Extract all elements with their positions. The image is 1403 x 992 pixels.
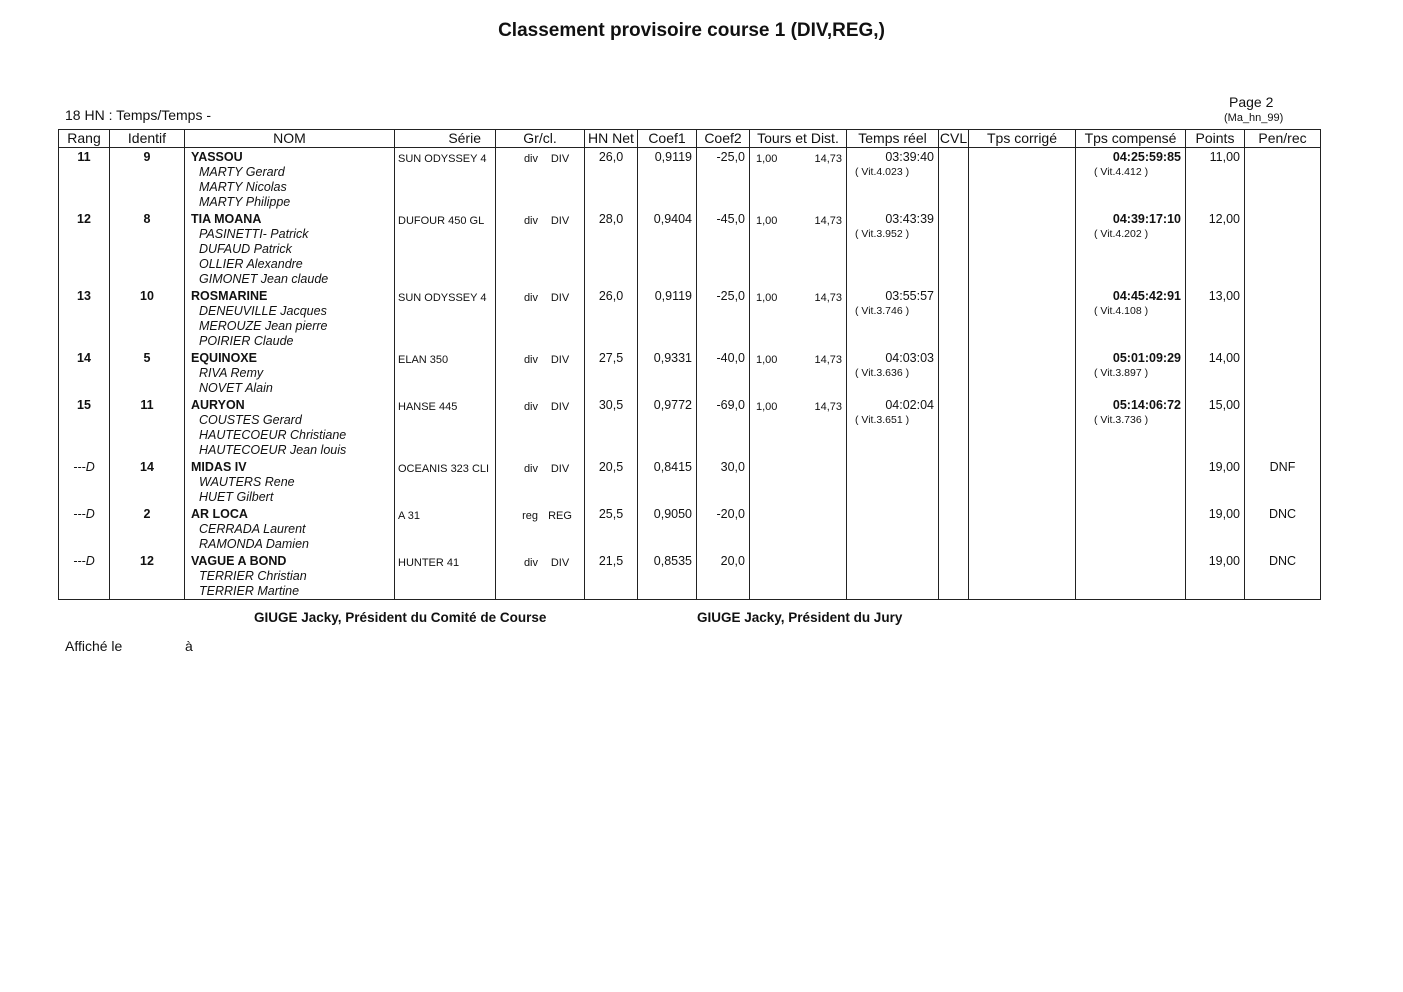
boat-name: TIA MOANA bbox=[191, 212, 262, 226]
elapsed-time: 03:43:39 bbox=[885, 212, 934, 226]
cell-tps-corrige bbox=[969, 552, 1076, 600]
elapsed-time: 04:02:04 bbox=[885, 398, 934, 412]
cell-serie: SUN ODYSSEY 4 bbox=[395, 148, 496, 211]
cell-hnnet: 26,0 bbox=[585, 287, 638, 349]
cell-coef1: 0,8415 bbox=[638, 458, 697, 505]
table-row bbox=[59, 148, 1321, 211]
cell-serie: HANSE 445 bbox=[395, 396, 496, 458]
crew-member: MARTY Philippe bbox=[199, 195, 291, 209]
cell-temps-reel bbox=[847, 287, 939, 349]
group-value: div bbox=[523, 463, 538, 475]
cell-points: 13,00 bbox=[1186, 287, 1245, 349]
boat-name: EQUINOXE bbox=[191, 351, 257, 365]
tours-value: 1,00 bbox=[756, 215, 778, 227]
elapsed-speed: ( Vit.3.651 ) bbox=[855, 414, 910, 426]
cell-rang: 13 bbox=[59, 287, 110, 349]
cell-hnnet: 26,0 bbox=[585, 148, 638, 211]
boat-name: MIDAS IV bbox=[191, 460, 247, 474]
cell-tours bbox=[750, 287, 847, 349]
posted-on-label: Affiché le bbox=[65, 638, 123, 654]
cell-points: 19,00 bbox=[1186, 458, 1245, 505]
cell-tours bbox=[750, 148, 847, 211]
header-tours: Tours et Dist. bbox=[750, 130, 847, 148]
group-value: div bbox=[523, 215, 538, 227]
cell-penrec bbox=[1245, 349, 1321, 396]
header-points: Points bbox=[1186, 130, 1245, 148]
page-number: Page 2 bbox=[1229, 94, 1274, 110]
cell-tours bbox=[750, 458, 847, 505]
boat-name: ROSMARINE bbox=[191, 289, 268, 303]
cell-cvl bbox=[939, 458, 969, 505]
cell-nom bbox=[185, 396, 395, 458]
class-value: DIV bbox=[550, 401, 570, 413]
cell-coef1: 0,9050 bbox=[638, 505, 697, 552]
boat-name: AURYON bbox=[191, 398, 245, 412]
class-value: DIV bbox=[550, 153, 570, 165]
crew-member: PASINETTI- Patrick bbox=[199, 227, 309, 241]
class-value: DIV bbox=[550, 215, 570, 227]
header-temps-reel: Temps réel bbox=[847, 130, 939, 148]
cell-tours bbox=[750, 349, 847, 396]
cell-points: 12,00 bbox=[1186, 210, 1245, 287]
crew-member: DENEUVILLE Jacques bbox=[199, 304, 327, 318]
table-row bbox=[59, 396, 1321, 458]
cell-nom bbox=[185, 458, 395, 505]
cell-rang: ---D bbox=[59, 552, 110, 600]
cell-serie: DUFOUR 450 GL bbox=[395, 210, 496, 287]
cell-coef2: -25,0 bbox=[697, 148, 750, 211]
cell-coef1: 0,8535 bbox=[638, 552, 697, 600]
cell-penrec bbox=[1245, 210, 1321, 287]
compensated-time: 04:45:42:91 bbox=[1112, 289, 1181, 303]
crew-member: MARTY Gerard bbox=[199, 165, 285, 179]
elapsed-time: 03:55:57 bbox=[885, 289, 934, 303]
cell-tps-corrige bbox=[969, 458, 1076, 505]
cell-grcl bbox=[496, 505, 585, 552]
results-table bbox=[58, 129, 1321, 600]
crew-member: MARTY Nicolas bbox=[199, 180, 287, 194]
cell-tours bbox=[750, 505, 847, 552]
cell-serie: ELAN 350 bbox=[395, 349, 496, 396]
cell-identif: 9 bbox=[110, 148, 185, 211]
crew-member: POIRIER Claude bbox=[199, 334, 294, 348]
cell-rang: 14 bbox=[59, 349, 110, 396]
class-value: DIV bbox=[550, 292, 570, 304]
crew-member: HAUTECOEUR Christiane bbox=[199, 428, 347, 442]
cell-temps-reel bbox=[847, 458, 939, 505]
elapsed-time: 03:39:40 bbox=[885, 150, 934, 164]
cell-tps-corrige bbox=[969, 287, 1076, 349]
cell-cvl bbox=[939, 349, 969, 396]
cell-temps-reel bbox=[847, 552, 939, 600]
group-value: div bbox=[523, 557, 538, 569]
cell-coef2: -25,0 bbox=[697, 287, 750, 349]
elapsed-speed: ( Vit.3.636 ) bbox=[855, 367, 910, 379]
class-value: REG bbox=[548, 510, 572, 522]
tours-value: 1,00 bbox=[756, 354, 778, 366]
tours-value: 1,00 bbox=[756, 292, 778, 304]
cell-rang: 15 bbox=[59, 396, 110, 458]
crew-member: NOVET Alain bbox=[199, 381, 273, 395]
cell-hnnet: 30,5 bbox=[585, 396, 638, 458]
cell-serie: SUN ODYSSEY 4 bbox=[395, 287, 496, 349]
cell-coef1: 0,9331 bbox=[638, 349, 697, 396]
group-value: div bbox=[523, 354, 538, 366]
cell-coef2: -69,0 bbox=[697, 396, 750, 458]
cell-penrec bbox=[1245, 396, 1321, 458]
cell-identif: 12 bbox=[110, 552, 185, 600]
cell-tps-compense bbox=[1076, 210, 1186, 287]
cell-cvl bbox=[939, 505, 969, 552]
cell-identif: 2 bbox=[110, 505, 185, 552]
header-serie: Série bbox=[395, 130, 496, 148]
elapsed-speed: ( Vit.3.952 ) bbox=[855, 228, 910, 240]
header-tps-compense: Tps compensé bbox=[1076, 130, 1186, 148]
cell-rang: 12 bbox=[59, 210, 110, 287]
table-row bbox=[59, 210, 1321, 287]
compensated-speed: ( Vit.3.736 ) bbox=[1094, 414, 1149, 426]
cell-tps-corrige bbox=[969, 148, 1076, 211]
elapsed-speed: ( Vit.3.746 ) bbox=[855, 305, 910, 317]
tours-value: 1,00 bbox=[756, 153, 778, 165]
cell-tours bbox=[750, 552, 847, 600]
cell-points: 15,00 bbox=[1186, 396, 1245, 458]
cell-grcl bbox=[496, 396, 585, 458]
boat-name: VAGUE A BOND bbox=[191, 554, 287, 568]
page-title: Classement provisoire course 1 (DIV,REG,) bbox=[498, 20, 885, 41]
cell-tours bbox=[750, 396, 847, 458]
cell-identif: 5 bbox=[110, 349, 185, 396]
compensated-time: 04:25:59:85 bbox=[1112, 150, 1181, 164]
elapsed-time: 04:03:03 bbox=[885, 351, 934, 365]
cell-coef1: 0,9119 bbox=[638, 287, 697, 349]
cell-grcl bbox=[496, 210, 585, 287]
crew-member: HAUTECOEUR Jean louis bbox=[199, 443, 347, 457]
cell-cvl bbox=[939, 148, 969, 211]
boat-name: AR LOCA bbox=[191, 507, 248, 521]
signature-jury: GIUGE Jacky, Président du Jury bbox=[697, 610, 903, 625]
header-identif: Identif bbox=[110, 130, 185, 148]
signature-race-committee: GIUGE Jacky, Président du Comité de Course bbox=[254, 610, 547, 625]
cell-coef1: 0,9404 bbox=[638, 210, 697, 287]
class-value: DIV bbox=[550, 557, 570, 569]
cell-coef2: -45,0 bbox=[697, 210, 750, 287]
cell-grcl bbox=[496, 552, 585, 600]
cell-nom bbox=[185, 210, 395, 287]
crew-member: HUET Gilbert bbox=[199, 490, 274, 504]
cell-tps-compense bbox=[1076, 287, 1186, 349]
cell-tps-compense bbox=[1076, 552, 1186, 600]
crew-member: DUFAUD Patrick bbox=[199, 242, 292, 256]
compensated-speed: ( Vit.3.897 ) bbox=[1094, 367, 1149, 379]
cell-cvl bbox=[939, 396, 969, 458]
crew-member: COUSTES Gerard bbox=[199, 413, 302, 427]
cell-tps-compense bbox=[1076, 396, 1186, 458]
cell-tps-corrige bbox=[969, 505, 1076, 552]
distance-value: 14,73 bbox=[814, 401, 842, 413]
crew-member: MEROUZE Jean pierre bbox=[199, 319, 328, 333]
cell-temps-reel bbox=[847, 396, 939, 458]
cell-grcl bbox=[496, 349, 585, 396]
table-row bbox=[59, 505, 1321, 552]
group-value: div bbox=[523, 292, 538, 304]
cell-temps-reel bbox=[847, 349, 939, 396]
cell-cvl bbox=[939, 210, 969, 287]
crew-member: WAUTERS Rene bbox=[199, 475, 295, 489]
table-header-row bbox=[59, 130, 1321, 148]
header-tps-corrige: Tps corrigé bbox=[969, 130, 1076, 148]
compensated-speed: ( Vit.4.412 ) bbox=[1094, 166, 1149, 178]
cell-hnnet: 27,5 bbox=[585, 349, 638, 396]
cell-penrec bbox=[1245, 287, 1321, 349]
cell-cvl bbox=[939, 287, 969, 349]
header-penrec: Pen/rec bbox=[1245, 130, 1321, 148]
compensated-time: 04:39:17:10 bbox=[1112, 212, 1181, 226]
cell-grcl bbox=[496, 148, 585, 211]
header-grcl: Gr/cl. bbox=[496, 130, 585, 148]
elapsed-speed: ( Vit.4.023 ) bbox=[855, 166, 910, 178]
table-row bbox=[59, 458, 1321, 505]
cell-hnnet: 25,5 bbox=[585, 505, 638, 552]
tours-value: 1,00 bbox=[756, 401, 778, 413]
cell-nom bbox=[185, 287, 395, 349]
group-value: div bbox=[523, 153, 538, 165]
cell-rang: ---D bbox=[59, 458, 110, 505]
cell-nom bbox=[185, 552, 395, 600]
cell-penrec bbox=[1245, 148, 1321, 211]
cell-grcl bbox=[496, 458, 585, 505]
cell-tps-corrige bbox=[969, 349, 1076, 396]
cell-hnnet: 20,5 bbox=[585, 458, 638, 505]
crew-member: CERRADA Laurent bbox=[199, 522, 306, 536]
cell-tps-corrige bbox=[969, 396, 1076, 458]
cell-coef2: -40,0 bbox=[697, 349, 750, 396]
cell-coef2: 20,0 bbox=[697, 552, 750, 600]
cell-rang: 11 bbox=[59, 148, 110, 211]
cell-penrec: DNC bbox=[1245, 505, 1321, 552]
crew-member: RIVA Remy bbox=[199, 366, 264, 380]
class-value: DIV bbox=[550, 463, 570, 475]
cell-points: 19,00 bbox=[1186, 552, 1245, 600]
cell-hnnet: 28,0 bbox=[585, 210, 638, 287]
crew-member: TERRIER Christian bbox=[199, 569, 307, 583]
subtitle: 18 HN : Temps/Temps - bbox=[65, 107, 212, 123]
crew-member: TERRIER Martine bbox=[199, 584, 300, 598]
cell-tps-compense bbox=[1076, 349, 1186, 396]
cell-tps-compense bbox=[1076, 505, 1186, 552]
cell-identif: 8 bbox=[110, 210, 185, 287]
cell-points: 14,00 bbox=[1186, 349, 1245, 396]
distance-value: 14,73 bbox=[814, 215, 842, 227]
cell-nom bbox=[185, 349, 395, 396]
cell-serie: A 31 bbox=[395, 505, 496, 552]
cell-identif: 11 bbox=[110, 396, 185, 458]
class-value: DIV bbox=[550, 354, 570, 366]
cell-points: 11,00 bbox=[1186, 148, 1245, 211]
group-value: reg bbox=[522, 510, 538, 522]
header-hnnet: HN Net bbox=[585, 130, 638, 148]
page-reference: (Ma_hn_99) bbox=[1224, 112, 1284, 124]
cell-penrec: DNC bbox=[1245, 552, 1321, 600]
cell-tps-compense bbox=[1076, 458, 1186, 505]
cell-rang: ---D bbox=[59, 505, 110, 552]
distance-value: 14,73 bbox=[814, 292, 842, 304]
cell-temps-reel bbox=[847, 148, 939, 211]
cell-grcl bbox=[496, 287, 585, 349]
cell-tps-corrige bbox=[969, 210, 1076, 287]
cell-nom bbox=[185, 505, 395, 552]
cell-coef2: 30,0 bbox=[697, 458, 750, 505]
cell-identif: 14 bbox=[110, 458, 185, 505]
cell-temps-reel bbox=[847, 505, 939, 552]
cell-tours bbox=[750, 210, 847, 287]
cell-penrec: DNF bbox=[1245, 458, 1321, 505]
cell-nom bbox=[185, 148, 395, 211]
distance-value: 14,73 bbox=[814, 153, 842, 165]
group-value: div bbox=[523, 401, 538, 413]
compensated-time: 05:14:06:72 bbox=[1112, 398, 1181, 412]
cell-coef2: -20,0 bbox=[697, 505, 750, 552]
cell-cvl bbox=[939, 552, 969, 600]
table-row bbox=[59, 552, 1321, 600]
crew-member: RAMONDA Damien bbox=[199, 537, 309, 551]
cell-identif: 10 bbox=[110, 287, 185, 349]
compensated-speed: ( Vit.4.202 ) bbox=[1094, 228, 1149, 240]
compensated-speed: ( Vit.4.108 ) bbox=[1094, 305, 1149, 317]
cell-coef1: 0,9119 bbox=[638, 148, 697, 211]
crew-member: OLLIER Alexandre bbox=[199, 257, 303, 271]
boat-name: YASSOU bbox=[191, 150, 243, 164]
cell-tps-compense bbox=[1076, 148, 1186, 211]
table-row bbox=[59, 349, 1321, 396]
cell-points: 19,00 bbox=[1186, 505, 1245, 552]
cell-temps-reel bbox=[847, 210, 939, 287]
header-coef2: Coef2 bbox=[697, 130, 750, 148]
posted-at-label: à bbox=[185, 638, 193, 654]
crew-member: GIMONET Jean claude bbox=[199, 272, 329, 286]
header-coef1: Coef1 bbox=[638, 130, 697, 148]
distance-value: 14,73 bbox=[814, 354, 842, 366]
cell-hnnet: 21,5 bbox=[585, 552, 638, 600]
table-row bbox=[59, 287, 1321, 349]
header-rang: Rang bbox=[59, 130, 110, 148]
cell-coef1: 0,9772 bbox=[638, 396, 697, 458]
cell-serie: HUNTER 41 bbox=[395, 552, 496, 600]
cell-serie: OCEANIS 323 CLI bbox=[395, 458, 496, 505]
compensated-time: 05:01:09:29 bbox=[1112, 351, 1181, 365]
header-cvl: CVL bbox=[939, 130, 968, 146]
header-nom: NOM bbox=[185, 130, 395, 148]
